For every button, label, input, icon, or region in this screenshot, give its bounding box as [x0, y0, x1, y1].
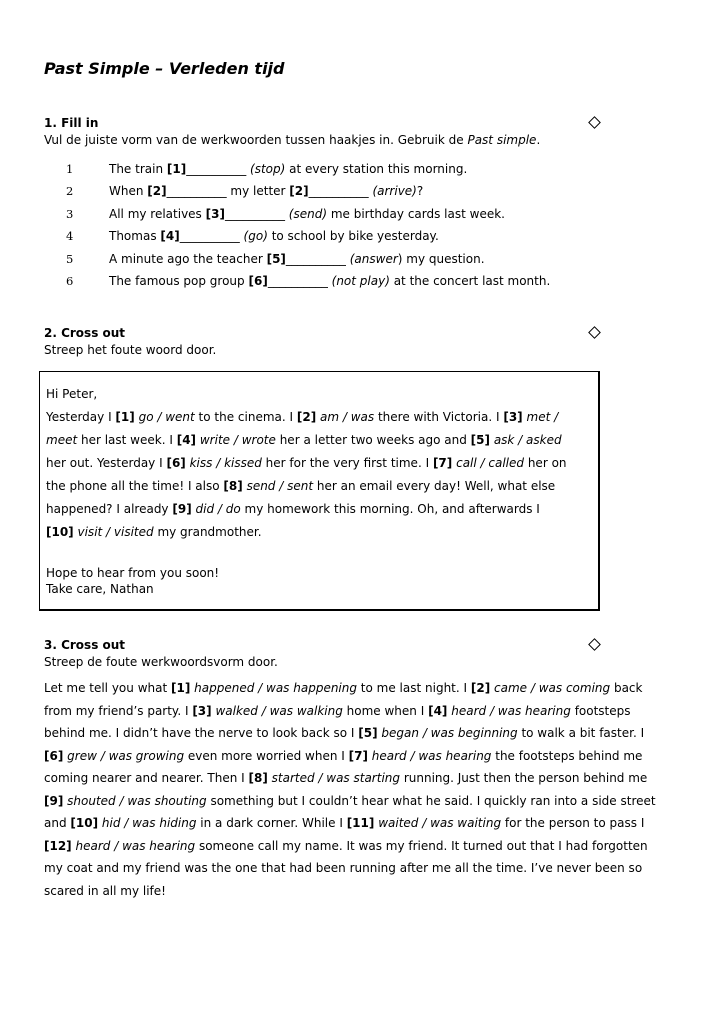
story-line	[44, 815, 684, 838]
item-sentence[interactable]	[109, 249, 485, 269]
sentence-text: The train	[109, 162, 167, 176]
sentence-text: my grandmother.	[153, 525, 262, 539]
sentence-text: even more worried when I	[184, 748, 349, 763]
story-line	[44, 748, 684, 771]
verb-choice[interactable]: walked / was walking	[215, 703, 343, 718]
sentence-text: __________	[308, 184, 373, 199]
sentence-text: to the cinema. I	[194, 410, 297, 424]
verb-choice[interactable]: (answer	[349, 251, 398, 266]
verb-choice[interactable]: meet	[46, 433, 78, 447]
gap-number: [1]	[171, 681, 191, 695]
sentence-text: __________	[267, 274, 332, 288]
instruction-suffix: .	[536, 133, 541, 147]
gap-number: [4]	[160, 229, 180, 244]
gap-number: [1]	[166, 162, 187, 176]
sentence-text: __________	[186, 162, 251, 176]
sentence-text: Let me tell you what	[44, 681, 171, 695]
sentence-text: in a dark corner. While I	[196, 816, 347, 830]
verb-choice[interactable]: did / do	[195, 502, 241, 516]
sentence-text: __________ my letter	[166, 184, 290, 199]
sentence-text: behind me. I didn’t have the nerve to look back so I	[44, 726, 359, 740]
verb-choice[interactable]: came / was coming	[494, 681, 611, 695]
gap-number: [2]	[470, 681, 491, 695]
verb-choice[interactable]: send / sent	[246, 479, 314, 493]
item-sentence[interactable]	[109, 204, 505, 224]
gap-number: [4]	[428, 703, 448, 718]
gap-number: [3]	[192, 703, 212, 718]
gap-number: [7]	[432, 456, 453, 470]
sentence-text: running. Just then the person behind me	[400, 771, 648, 785]
verb-choice[interactable]: met /	[526, 410, 559, 424]
letter-line	[46, 501, 596, 524]
letter-box	[39, 371, 600, 611]
sentence-text: Thomas	[109, 229, 161, 244]
story-line	[44, 883, 684, 906]
sentence-text: her an email every day! Well, what else	[313, 479, 556, 493]
sentence-text: her out. Yesterday I	[46, 456, 167, 470]
story-paragraph	[44, 680, 684, 905]
sentence-text: the phone all the time! I also	[46, 479, 224, 493]
verb-choice[interactable]: ask / asked	[493, 433, 562, 447]
story-line	[44, 793, 684, 816]
gap-number: [11]	[346, 816, 375, 830]
verb-choice[interactable]: am / was	[320, 410, 375, 424]
gap-number: [8]	[223, 479, 243, 493]
page-title: Past Simple – Verleden tijd	[44, 59, 285, 78]
sentence-text: the footsteps behind me	[491, 748, 643, 763]
sentence-text: A minute ago the teacher	[109, 251, 267, 266]
verb-choice[interactable]: grew / was growing	[67, 748, 185, 763]
section-2-header	[44, 325, 604, 359]
section-3-heading: 3. Cross out	[44, 638, 126, 652]
sentence-text: ?	[416, 184, 424, 199]
gap-number: [3]	[205, 206, 225, 221]
story-line	[44, 725, 684, 748]
verb-choice[interactable]: heard / was hearing	[371, 748, 492, 763]
gap-number: [4]	[176, 433, 197, 447]
sentence-text: home when I	[342, 703, 429, 718]
sentence-text: __________	[224, 206, 289, 221]
verb-choice[interactable]: heard / was hearing	[451, 703, 571, 718]
sentence-text: at the concert last month.	[389, 274, 551, 288]
gap-number: [8]	[248, 771, 268, 785]
letter-closing	[46, 565, 219, 597]
sentence-text: footsteps	[570, 703, 631, 718]
gap-number: [5]	[470, 433, 490, 447]
sentence-text: my coat and my friend was the one that had been running after me all the time. I’ve never been so	[44, 861, 643, 875]
sentence-text: All my relatives	[109, 206, 206, 221]
sentence-text: for the person to pass I	[501, 816, 645, 830]
sentence-text: scared in all my life!	[44, 883, 166, 898]
item-number: 6	[66, 274, 74, 288]
gap-number: [9]	[44, 793, 64, 808]
sentence-text: and	[44, 816, 71, 830]
item-number: 3	[66, 206, 74, 221]
sentence-text: someone call my name. It was my friend. It turned out that I had forgotten	[195, 838, 648, 853]
sentence-text: me birthday cards last week.	[327, 206, 505, 221]
sentence-text: her on	[524, 456, 567, 470]
gap-number: [6]	[166, 456, 186, 470]
gap-number: [10]	[70, 816, 99, 830]
sentence-text: my homework this morning. Oh, and afterwards I	[240, 502, 540, 516]
letter-line	[46, 409, 596, 432]
story-line	[44, 703, 684, 726]
letter-body	[46, 386, 596, 547]
sentence-text: at every station this morning.	[285, 162, 468, 176]
item-number: 4	[66, 229, 74, 244]
sentence-text: to school by bike yesterday.	[267, 229, 439, 244]
gap-number: [12]	[44, 838, 72, 853]
item-sentence[interactable]	[109, 181, 423, 201]
sentence-text: there with Victoria. I	[374, 410, 504, 424]
letter-line	[46, 432, 596, 455]
verb-choice[interactable]: visit / visited	[77, 525, 154, 539]
verb-choice[interactable]: heard / was hearing	[75, 838, 196, 853]
section-3-header	[44, 637, 604, 671]
gap-number: [2]	[296, 410, 317, 424]
instruction-italic: Past simple	[467, 133, 537, 147]
story-line	[44, 770, 684, 793]
section-2-heading: 2. Cross out	[44, 326, 126, 340]
sentence-text: her for the very first time. I	[261, 456, 433, 470]
closing-line: Hope to hear from you soon!	[46, 566, 220, 580]
gap-number: [1]	[115, 410, 135, 424]
letter-line	[46, 478, 596, 501]
gap-number: [2]	[147, 184, 167, 199]
sentence-text: Yesterday I	[46, 410, 116, 424]
sentence-text: her a letter two weeks ago and	[275, 433, 471, 447]
item-number: 2	[66, 184, 74, 199]
item-number: 5	[66, 251, 74, 266]
letter-greeting: Hi Peter,	[46, 387, 98, 401]
story-line	[44, 860, 684, 883]
verb-choice[interactable]: call / called	[456, 456, 525, 470]
gap-number: [2]	[289, 184, 309, 199]
gap-number: [6]	[44, 748, 64, 763]
instruction-text: Vul de juiste vorm van de werkwoorden tussen haakjes in. Gebruik de	[44, 133, 468, 147]
sentence-text: from my friend’s party. I	[44, 703, 193, 718]
verb-choice[interactable]: waited / was waiting	[378, 816, 502, 830]
sentence-text: ) my question.	[397, 251, 485, 266]
sentence-text: her last week. I	[77, 433, 177, 447]
section-2-instruction: Streep het foute woord door.	[44, 343, 217, 357]
verb-choice[interactable]: started / was starting	[271, 771, 401, 785]
verb-choice[interactable]: go / went	[138, 410, 195, 424]
gap-number: [6]	[248, 274, 268, 288]
gap-number: [7]	[348, 748, 368, 763]
section-3-instruction: Streep de foute werkwoordsvorm door.	[44, 655, 278, 669]
verb-choice[interactable]: (go)	[243, 229, 268, 244]
sentence-text: to walk a bit faster. I	[517, 726, 645, 740]
sentence-text: When	[109, 184, 148, 199]
item-sentence[interactable]	[109, 226, 439, 246]
sentence-text: something but I couldn’t hear what he said. I quickly ran into a side street	[206, 793, 656, 808]
verb-choice[interactable]: (arrive)	[372, 184, 417, 199]
verb-choice[interactable]: (not play)	[331, 274, 390, 288]
gap-number: [3]	[503, 410, 523, 424]
gap-number: [9]	[172, 502, 192, 516]
section-1-instruction	[44, 132, 604, 149]
verb-choice[interactable]: write / wrote	[199, 433, 276, 447]
verb-choice[interactable]: happened / was happening	[194, 681, 357, 695]
sentence-text: to me last night. I	[356, 681, 471, 695]
verb-choice[interactable]: hid / was hiding	[101, 816, 197, 830]
sentence-text: __________	[285, 251, 350, 266]
verb-choice[interactable]: (stop)	[250, 162, 286, 176]
signature-line: Take care, Nathan	[46, 582, 154, 596]
item-sentence[interactable]	[109, 159, 467, 179]
gap-number: [5]	[358, 726, 378, 740]
gap-number: [5]	[266, 251, 286, 266]
sentence-text: __________	[179, 229, 244, 244]
verb-choice[interactable]: began / was beginning	[381, 726, 518, 740]
sentence-text: back	[610, 681, 643, 695]
section-1-heading: 1. Fill in	[44, 116, 99, 130]
letter-line	[46, 524, 596, 547]
letter-line	[46, 455, 596, 478]
sentence-text: coming nearer and nearer. Then I	[44, 771, 249, 785]
verb-choice[interactable]: kiss / kissed	[189, 456, 262, 470]
item-number: 1	[66, 162, 74, 176]
verb-choice[interactable]: (send)	[288, 206, 328, 221]
gap-number: [10]	[46, 525, 74, 539]
sentence-text: The famous pop group	[109, 274, 249, 288]
story-line	[44, 838, 684, 861]
story-line	[44, 680, 684, 703]
verb-choice[interactable]: shouted / was shouting	[67, 793, 207, 808]
sentence-text: happened? I already	[46, 502, 173, 516]
item-sentence[interactable]	[109, 271, 550, 291]
section-1-header	[44, 115, 604, 149]
